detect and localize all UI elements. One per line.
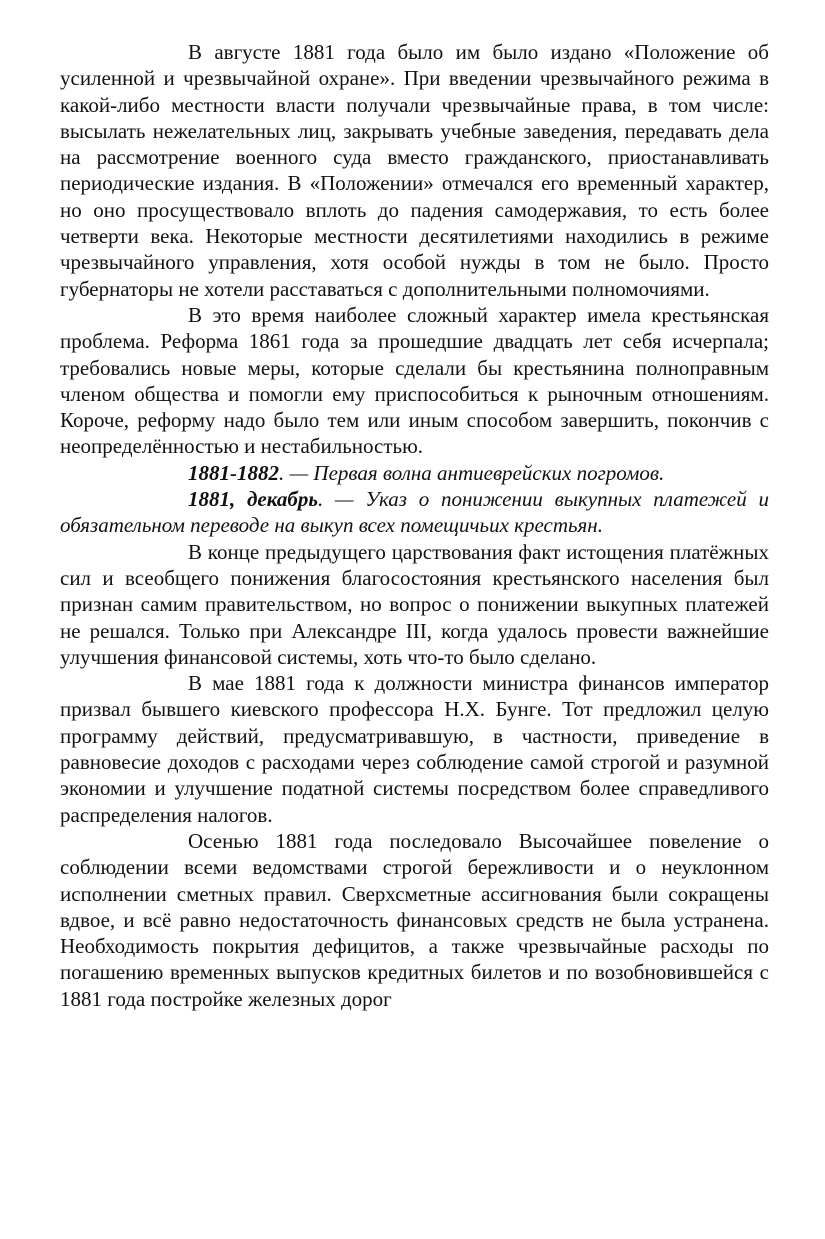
paragraph: В это время наиболее сложный характер имела крестьянская проблема. Реформа 1861 года за прошедшие двадцать лет себя исчерпала; требовались новые меры, которые сделали бы крестьянина полноправным членом общества и помогли ему приспособиться к рыночным отношениям. Короче, реформу надо было тем или иным способом завершить, покончив с неопределённостью и нестабильностью. xyxy=(60,302,769,459)
chronology-text: . — Указ о понижении выкупных платежей и обязательном переводе на выкуп всех помещичьих крестьян. xyxy=(60,487,769,538)
document-page xyxy=(60,39,769,1012)
chronology-date: 1881, декабрь xyxy=(188,487,318,512)
chronology-text: . — Первая волна антиеврейских погромов. xyxy=(279,460,665,485)
chronology-date: 1881-1882 xyxy=(188,460,279,485)
paragraph: В конце предыдущего царствования факт истощения платёжных сил и всеобщего понижения благосостояния крестьянского населения был признан самим правительством, но вопрос о понижении выкупных платежей не решался. Только при Александре III, когда удалось провести важнейшие улучшения финансовой системы, хоть что-то было сделано. xyxy=(60,539,769,669)
chronology-entry xyxy=(60,460,769,486)
paragraph: В мае 1881 года к должности министра финансов император призвал бывшего киевского профессора Н.Х. Бунге. Тот предложил целую программу действий, предусматривавшую, в частности, приведение в равновесие доходов с расходами через соблюдение самой строгой и разумной экономии и улучшение податной системы посредством более справедливого распределения налогов. xyxy=(60,671,769,827)
chronology-entry xyxy=(60,486,769,539)
paragraph: В августе 1881 года было им было издано «Положение об усиленной и чрезвычайной охране». При введении чрезвычайного режима в какой-либо местности власти получали чрезвычайные права, в том числе: высылать нежелательных лиц, закрывать учебные заведения, передавать дела на рассмотрение военного суда вместо гражданского, приостанавливать периодические издания. В «Положении» отмечался его временный характер, но оно просуществовало вплоть до падения самодержавия, то есть более четверти века. Некоторые местности десятилетиями находились в режиме чрезвычайного управления, хотя особой нужды в том не было. Просто губернаторы не хотели расставаться с дополнительными полномочиями. xyxy=(60,40,769,301)
paragraph: Осенью 1881 года последовало Высочайшее повеление о соблюдении всеми ведомствами строгой бережливости и о неуклонном исполнении сметных правил. Сверхсметные ассигнования были сокращены вдвое, и всё равно недостаточность финансовых средств не была устранена. Необходимость покрытия дефицитов, а также чрезвычайные расходы по погашению временных выпусков кредитных билетов и по возобновившейся с 1881 года постройке железных дорог xyxy=(60,828,769,1011)
